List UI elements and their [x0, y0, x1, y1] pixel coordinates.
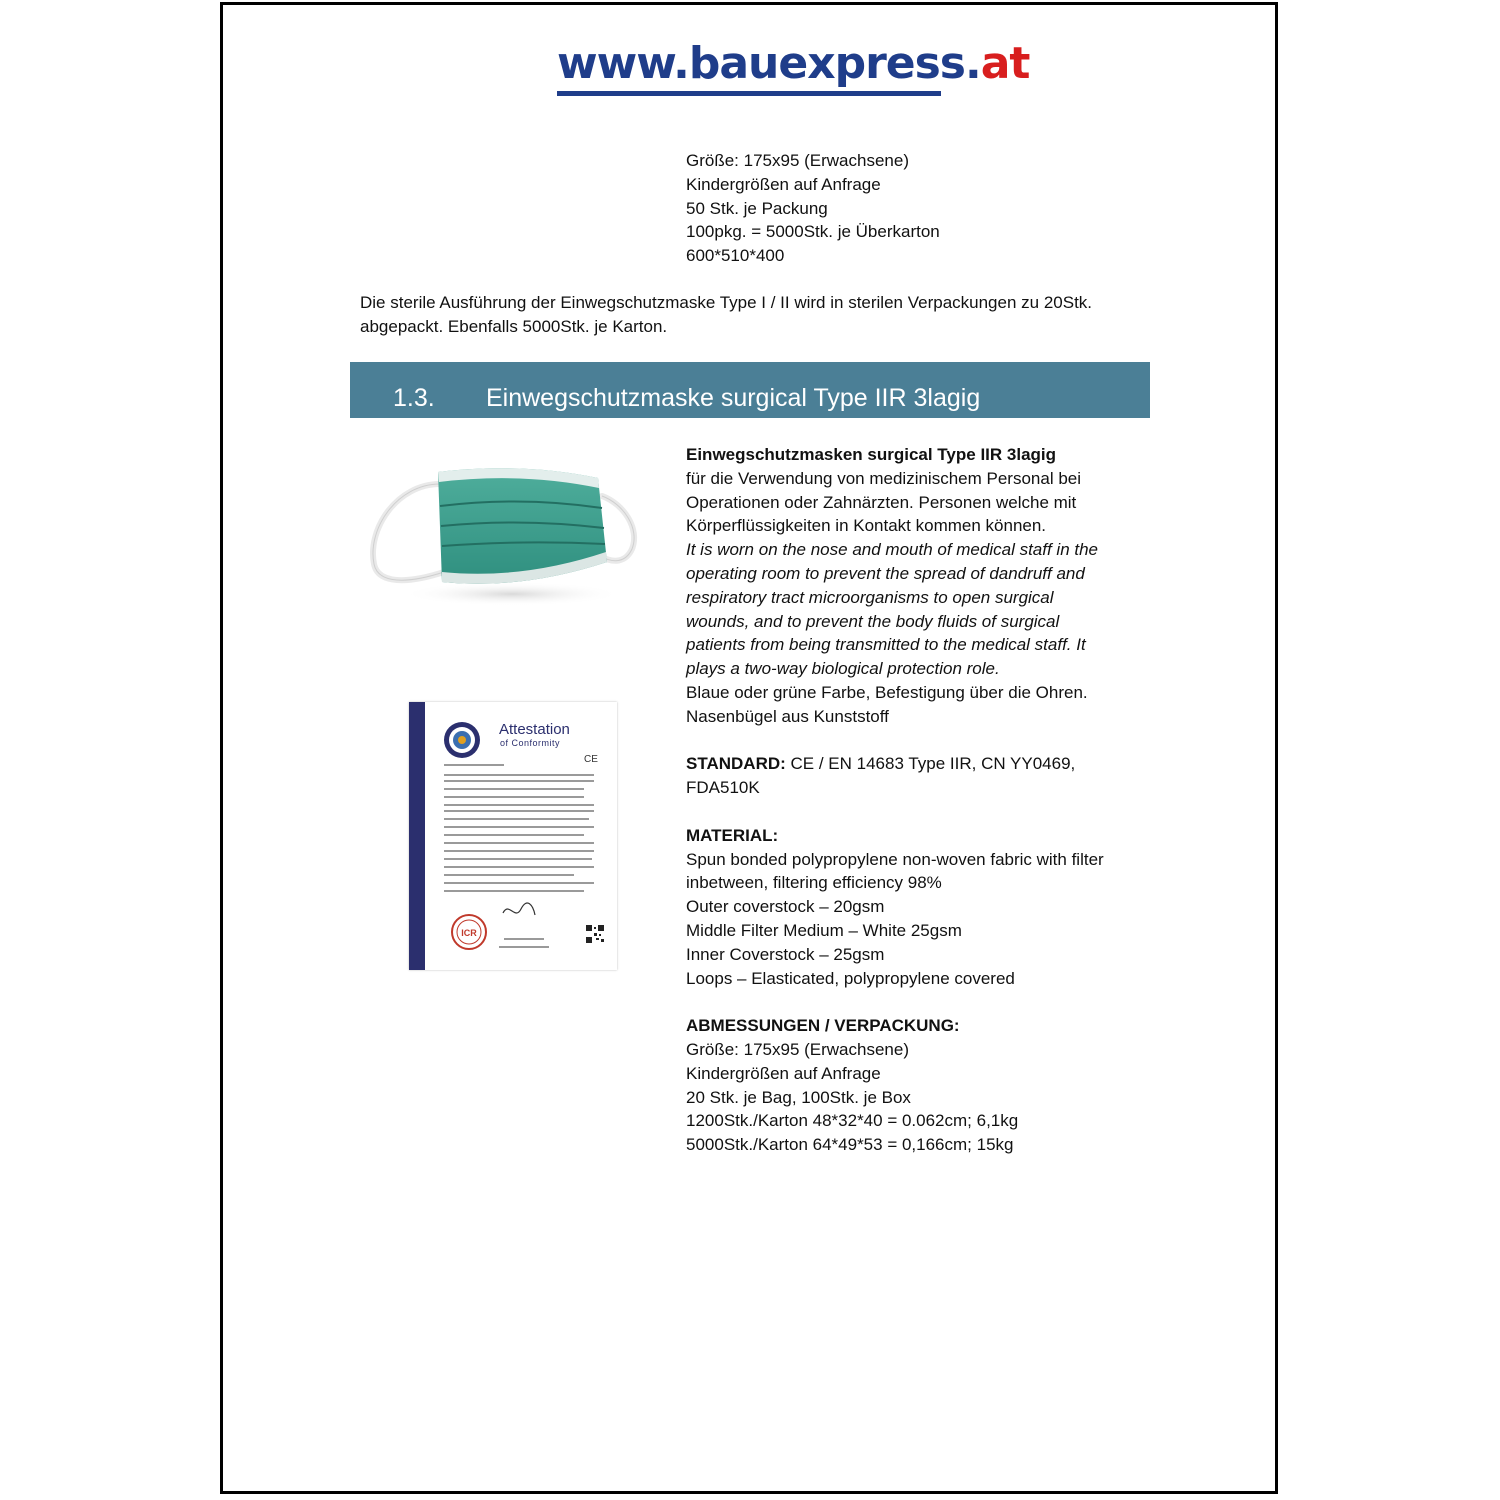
- top-spec-line: 100pkg. = 5000Stk. je Überkarton: [686, 222, 940, 242]
- certificate-text-line: [499, 946, 549, 948]
- color-note: Blaue oder grüne Farbe, Befestigung über die Ohren.: [686, 682, 1088, 702]
- material-label: MATERIAL:: [686, 825, 779, 845]
- desc-de-line: Operationen oder Zahnärzten. Personen welche mit: [686, 492, 1077, 512]
- certificate-text-line: [444, 834, 584, 836]
- sterile-note-line: abgepackt. Ebenfalls 5000Stk. je Karton.: [360, 316, 668, 336]
- logo-underline: [557, 91, 941, 96]
- material-line: Loops – Elasticated, polypropylene covered: [686, 968, 1015, 988]
- certificate-text-line: [444, 866, 594, 868]
- certificate-text-line: [444, 890, 584, 892]
- certificate-text-line: [444, 804, 594, 806]
- material-line: inbetween, filtering efficiency 98%: [686, 873, 942, 893]
- standard-value-2: FDA510K: [686, 778, 760, 798]
- dims-line: 20 Stk. je Bag, 100Stk. je Box: [686, 1087, 911, 1107]
- section-number: 1.3.: [393, 384, 435, 412]
- certificate-text-line: [444, 774, 594, 776]
- certificate-subtitle: of Conformity: [500, 738, 561, 748]
- desc-de-line: für die Verwendung von medizinischem Personal bei: [686, 468, 1082, 488]
- certificate-image: [409, 702, 617, 970]
- certificate-text-line: [504, 938, 544, 940]
- signature-icon: [499, 899, 539, 923]
- certificate-text-line: [444, 850, 594, 852]
- icr-seal-icon: [449, 912, 489, 952]
- dims-line: Kindergrößen auf Anfrage: [686, 1063, 881, 1083]
- dims-line: Größe: 175x95 (Erwachsene): [686, 1039, 909, 1059]
- certificate-text-line: [444, 780, 594, 782]
- dims-line: 5000Stk./Karton 64*49*53 = 0,166cm; 15kg: [686, 1135, 1014, 1155]
- certificate-text-line: [444, 810, 594, 812]
- product-heading: Einwegschutzmasken surgical Type IIR 3lagig: [686, 445, 1057, 464]
- standard-value: CE / EN 14683 Type IIR, CN YY0469,: [785, 754, 1076, 774]
- top-spec-line: Kindergrößen auf Anfrage: [686, 174, 881, 194]
- logo-main: www.bauexpress.: [557, 38, 981, 89]
- desc-en-line: wounds, and to prevent the body fluids of surgical: [686, 611, 1060, 631]
- spacer: [686, 800, 1104, 824]
- desc-en-line: operating room to prevent the spread of dandruff and: [686, 563, 1085, 583]
- product-description: [686, 443, 1104, 1157]
- certificate-text-line: [444, 796, 584, 798]
- sterile-note: [360, 291, 1092, 339]
- certificate-text-line: [444, 874, 574, 876]
- dims-label: ABMESSUNGEN / VERPACKUNG:: [686, 1016, 960, 1036]
- ce-mark: CE: [584, 754, 598, 765]
- certificate-emblem-icon: [442, 720, 482, 760]
- certificate-text-line: [444, 788, 584, 790]
- spacer: [686, 990, 1104, 1014]
- certificate-text-line: [444, 764, 504, 766]
- desc-de-line: Körperflüssigkeiten in Kontakt kommen können.: [686, 516, 1047, 536]
- nose-note: Nasenbügel aus Kunststoff: [686, 706, 889, 726]
- material-line: Spun bonded polypropylene non-woven fabric with filter: [686, 849, 1104, 869]
- standard-line: [686, 752, 1104, 776]
- section-banner: [350, 362, 1150, 418]
- certificate-text-line: [444, 882, 594, 884]
- desc-en-line: respiratory tract microorganisms to open surgical: [686, 587, 1054, 607]
- certificate-spine: [409, 702, 425, 970]
- desc-en-line: It is worn on the nose and mouth of medical staff in the: [686, 540, 1099, 560]
- top-spec-line: Größe: 175x95 (Erwachsene): [686, 151, 909, 170]
- certificate-text-line: [444, 818, 589, 820]
- top-spec-line: 50 Stk. je Packung: [686, 198, 828, 218]
- material-line: Middle Filter Medium – White 25gsm: [686, 920, 962, 940]
- material-line: Inner Coverstock – 25gsm: [686, 944, 885, 964]
- sterile-note-line: Die sterile Ausführung der Einwegschutzmaske Type I / II wird in sterilen Verpackungen zu 20Stk.: [360, 293, 1093, 312]
- certificate-text-line: [444, 858, 592, 860]
- surgical-mask-image: [362, 444, 642, 609]
- certificate-title: Attestation: [499, 721, 570, 738]
- material-line: Outer coverstock – 20gsm: [686, 897, 885, 917]
- top-specs: [686, 149, 940, 268]
- standard-label: STANDARD:: [686, 754, 786, 774]
- section-title: Einwegschutzmaske surgical Type IIR 3lagig: [486, 384, 981, 412]
- logo-tld: at: [980, 38, 1030, 89]
- certificate-text-line: [444, 826, 594, 828]
- spacer: [686, 729, 1104, 753]
- desc-en-line: patients from being transmitted to the medical staff. It: [686, 635, 1086, 655]
- site-logo[interactable]: [557, 38, 1030, 96]
- seal-text: ICR: [461, 928, 477, 938]
- desc-en-line: plays a two-way biological protection role.: [686, 659, 1000, 679]
- certificate-text-line: [444, 842, 594, 844]
- top-spec-line: 600*510*400: [686, 246, 785, 266]
- dims-line: 1200Stk./Karton 48*32*40 = 0.062cm; 6,1kg: [686, 1111, 1019, 1131]
- qr-code-icon: [585, 924, 605, 944]
